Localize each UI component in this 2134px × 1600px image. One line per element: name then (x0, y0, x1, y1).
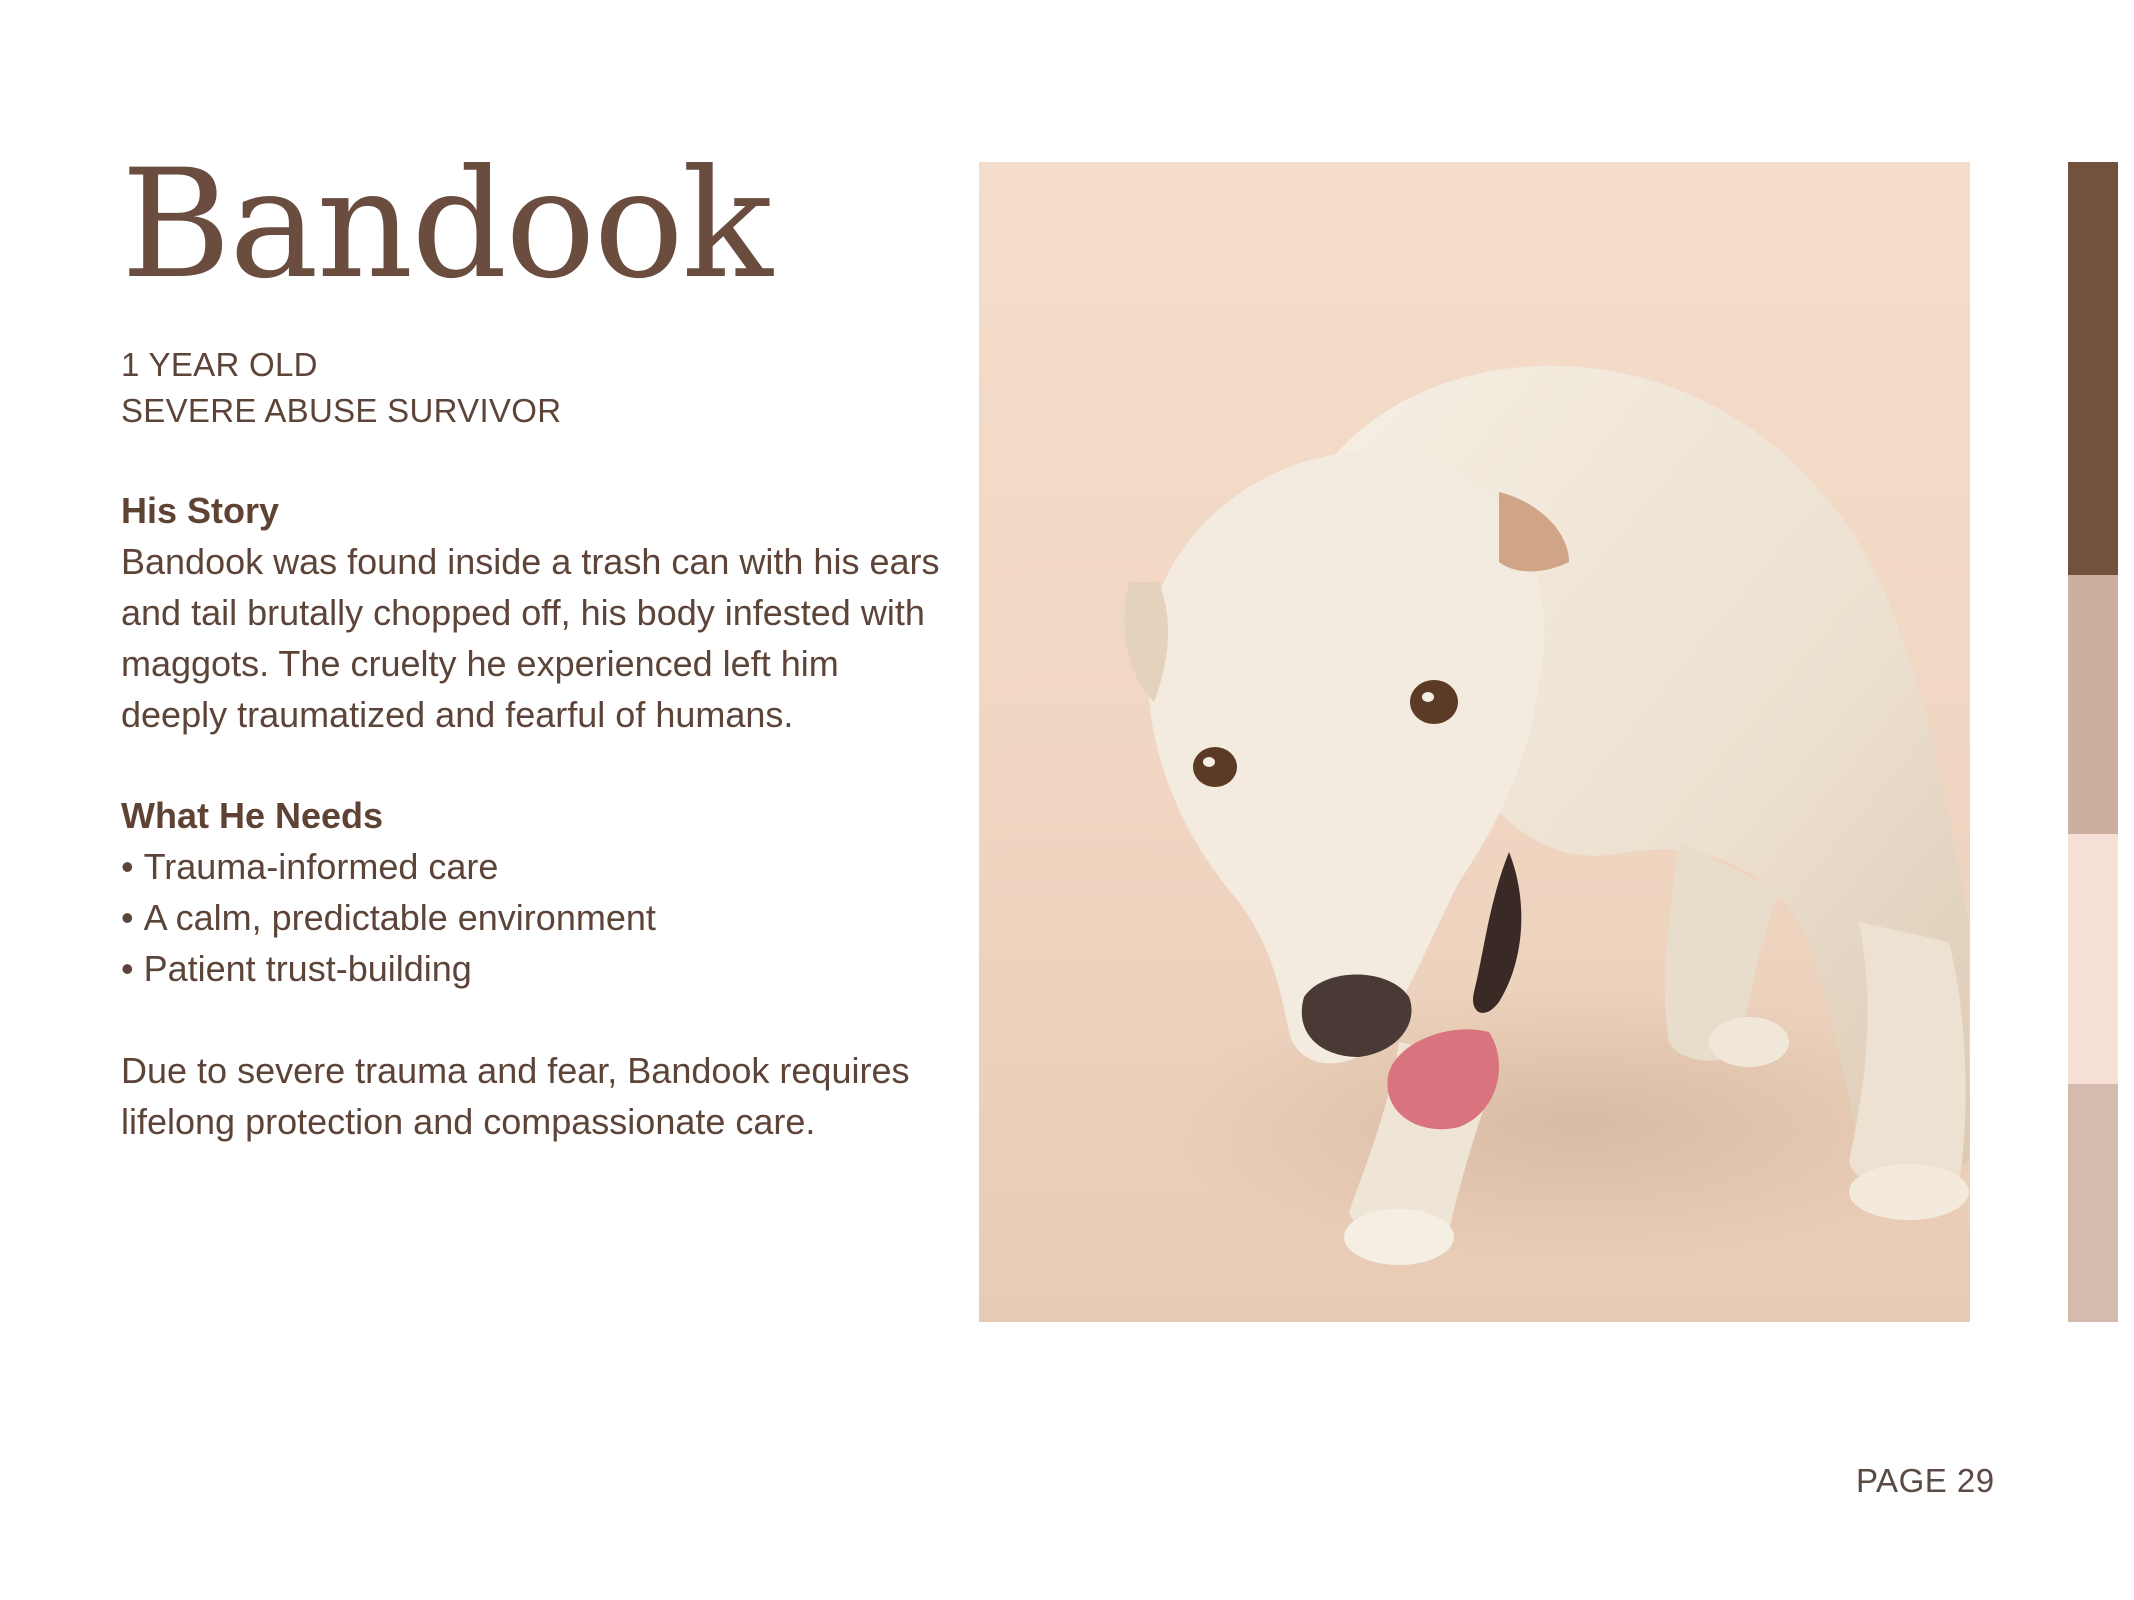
dog-name-title: Bandook (121, 138, 771, 312)
dog-illustration (979, 162, 1970, 1322)
dog-photo (979, 162, 1970, 1322)
needs-list (121, 841, 951, 994)
decorative-stripe-light (2068, 834, 2118, 1084)
page-number: PAGE 29 (1856, 1462, 1995, 1499)
needs-item: • Trauma-informed care (121, 841, 951, 892)
story-text: Bandook was found inside a trash can with his ears and tail brutally chopped off, his body infested with maggots. The cruelty he experienced left him deeply traumatized and fearful of humans. (121, 541, 940, 735)
story-heading: His Story (121, 490, 280, 531)
decorative-stripe-muted (2068, 1084, 2118, 1322)
dog-age: 1 YEAR OLD (121, 346, 318, 383)
decorative-stripe-dark (2068, 162, 2118, 575)
dog-status: SEVERE ABUSE SURVIVOR (121, 392, 562, 429)
decorative-stripe-mid (2068, 575, 2118, 834)
profile-text-column (121, 138, 951, 1147)
needs-item: • A calm, predictable environment (121, 892, 951, 943)
profile-subtitle (121, 342, 951, 434)
needs-item: • Patient trust-building (121, 943, 951, 994)
needs-heading: What He Needs (121, 795, 384, 836)
closing-text: Due to severe trauma and fear, Bandook requires lifelong protection and compassionate care. (121, 1050, 910, 1142)
story-section (121, 486, 951, 740)
needs-section (121, 791, 951, 994)
